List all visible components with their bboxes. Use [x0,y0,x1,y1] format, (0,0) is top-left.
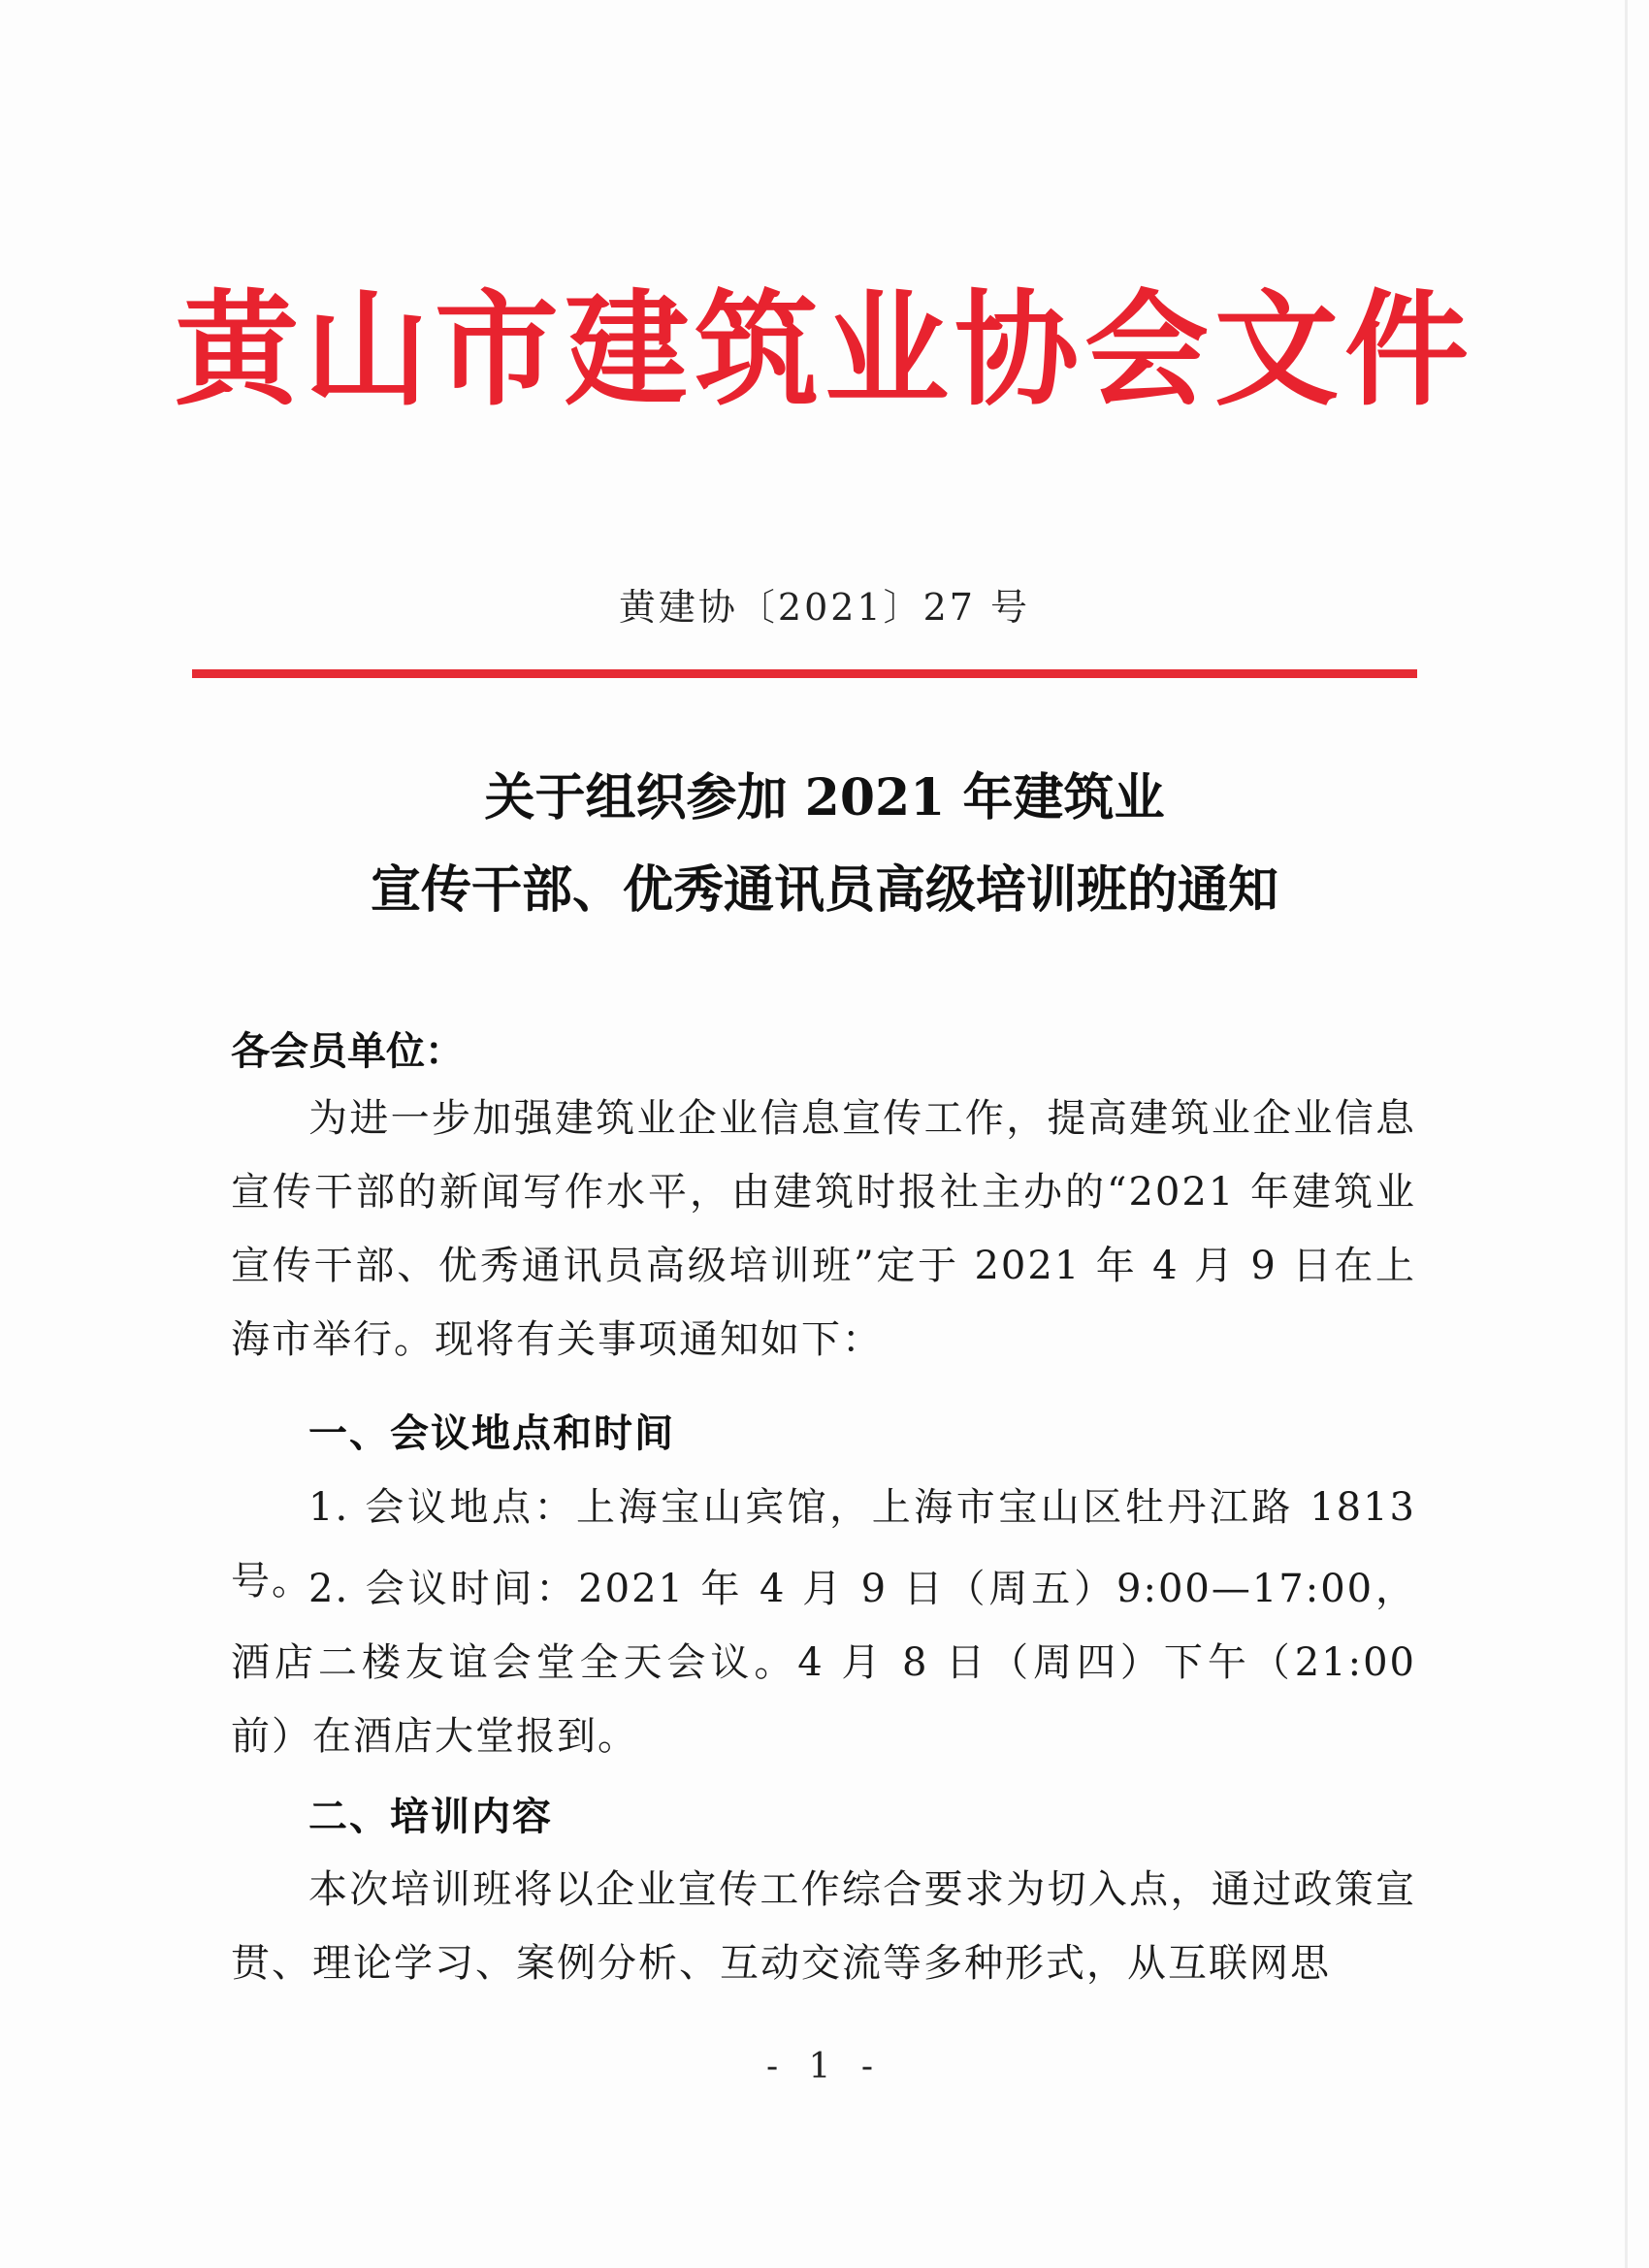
meeting-time-block [231,1552,1416,1773]
intro-paragraph: 为进一步加强建筑业企业信息宣传工作，提高建筑业企业信息宣传干部的新闻写作水平，由建筑时报社主办的“2021 年建筑业宣传干部、优秀通讯员高级培训班”定于 2021 年 4 月 9 日在上海市举行。现将有关事项通知如下： [231,1096,1416,1362]
notice-title-line-1: 关于组织参加 2021 年建筑业 [484,768,1165,827]
document-number: 黄建协〔2021〕27 号 [618,586,1031,629]
salutation: 各会员单位： [231,1028,464,1074]
meeting-location: 1. 会议地点：上海宝山宾馆，上海市宝山区牡丹江路 1813 号。 [231,1485,1416,1604]
section-2-block [231,1780,1416,1854]
training-content: 本次培训班将以企业宣传工作综合要求为切入点，通过政策宣贯、理论学习、案例分析、互动交流等多种形式，从互联网思 [231,1867,1416,1986]
intro-paragraph-block [231,1082,1416,1377]
section-1-block [231,1397,1416,1471]
org-header-title: 黄山市建筑业协会文件 [174,277,1474,423]
notice-title-line-2: 宣传干部、优秀通讯员高级培训班的通知 [370,860,1278,920]
section-2-heading: 二、培训内容 [308,1795,553,1839]
training-content-block [231,1853,1416,2000]
section-1-heading: 一、会议地点和时间 [308,1411,675,1456]
red-separator-rule [192,669,1417,678]
page-number: - 1 - [765,2047,884,2087]
meeting-time: 2. 会议时间：2021 年 4 月 9 日（周五）9:00—17:00，酒店二楼友谊会堂全天会议。4 月 8 日（周四）下午（21:00 前）在酒店大堂报到。 [231,1567,1416,1759]
